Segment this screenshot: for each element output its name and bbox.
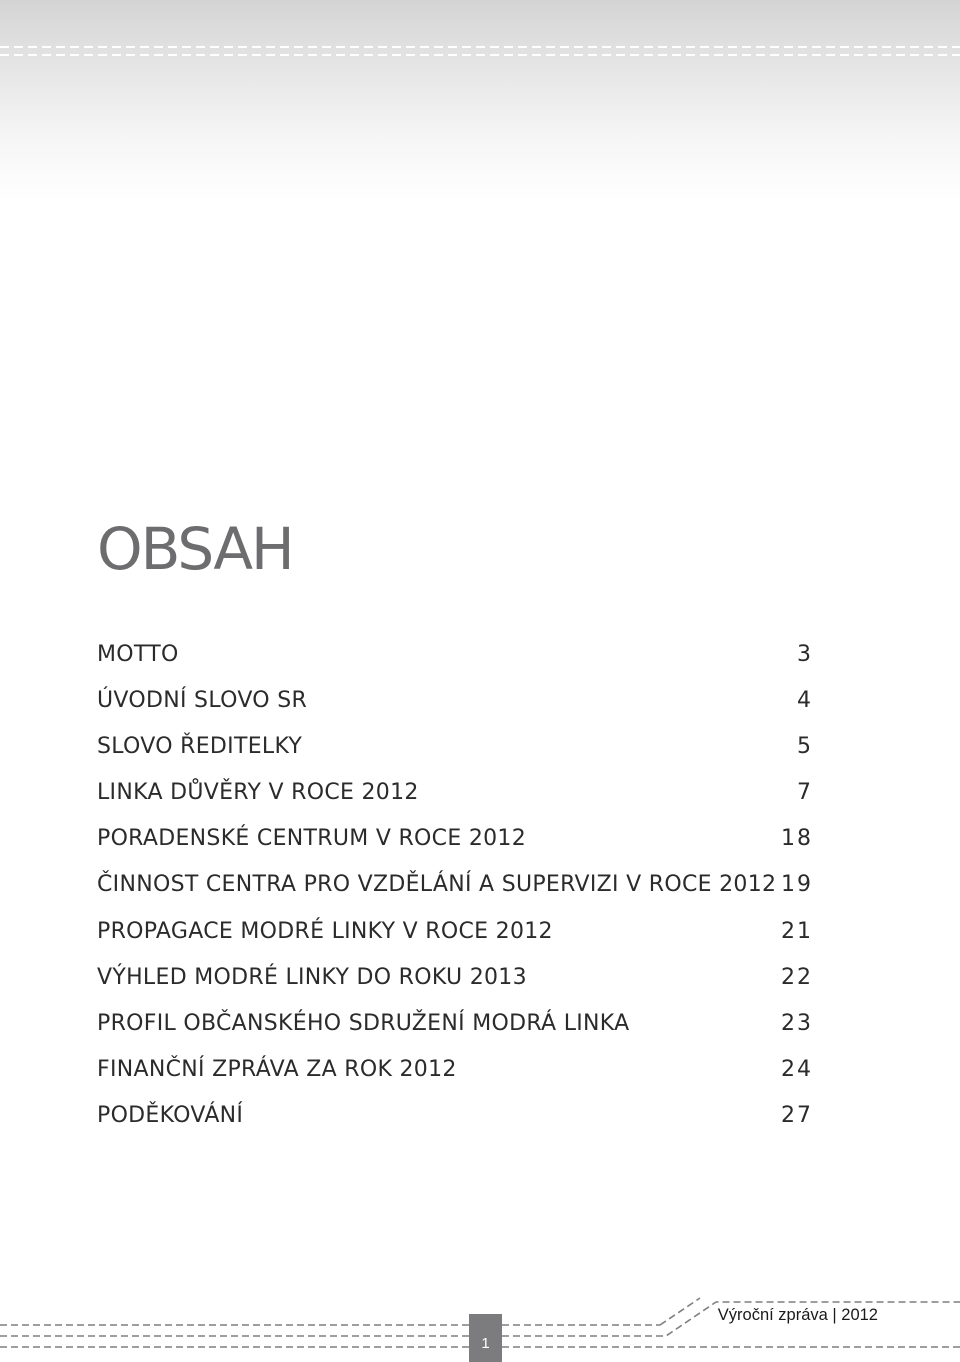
page-footer bbox=[0, 1270, 960, 1362]
header-dashed-line bbox=[0, 54, 960, 56]
toc-entry[interactable] bbox=[97, 913, 811, 959]
toc-entry[interactable] bbox=[97, 866, 811, 912]
toc-entry[interactable] bbox=[97, 728, 811, 774]
toc-entry[interactable] bbox=[97, 1051, 811, 1097]
toc-entry[interactable] bbox=[97, 1005, 811, 1051]
toc-entry[interactable] bbox=[97, 1097, 811, 1143]
toc-entry-page: 7 bbox=[797, 780, 813, 806]
toc-entry-title: MOTTO bbox=[97, 642, 179, 667]
toc-entry-title: FINANČNÍ ZPRÁVA ZA ROK 2012 bbox=[97, 1056, 457, 1082]
toc-entry[interactable] bbox=[97, 820, 811, 866]
toc-entry-title: LINKA DŮVĚRY V ROCE 2012 bbox=[97, 780, 419, 806]
toc-entry-page: 22 bbox=[781, 964, 813, 990]
toc-entry-page: 4 bbox=[797, 688, 813, 714]
toc-entry-title: PODĚKOVÁNÍ bbox=[97, 1102, 244, 1128]
page-title: OBSAH bbox=[97, 515, 293, 583]
toc-entry-title: ČINNOST CENTRA PRO VZDĚLÁNÍ A SUPERVIZI V ROCE 2012 bbox=[97, 872, 777, 898]
toc-entry[interactable] bbox=[97, 636, 811, 682]
toc-entry-page: 19 bbox=[781, 872, 813, 898]
toc-entry-title: SLOVO ŘEDITELKY bbox=[97, 734, 303, 760]
toc-entry[interactable] bbox=[97, 774, 811, 820]
page-number-badge bbox=[469, 1314, 502, 1362]
toc-entry-page: 18 bbox=[781, 826, 813, 852]
toc-entry-page: 3 bbox=[797, 642, 813, 667]
report-label: Výroční zpráva | 2012 bbox=[717, 1306, 878, 1324]
toc-entry[interactable] bbox=[97, 959, 811, 1005]
toc-entry-page: 5 bbox=[797, 734, 813, 760]
toc-entry[interactable] bbox=[97, 682, 811, 728]
toc-entry-page: 27 bbox=[781, 1102, 813, 1128]
page-number: 1 bbox=[481, 1335, 490, 1352]
toc-entry-title: PORADENSKÉ CENTRUM V ROCE 2012 bbox=[97, 826, 527, 852]
toc-entry-title: PROPAGACE MODRÉ LINKY V ROCE 2012 bbox=[97, 918, 553, 944]
table-of-contents bbox=[97, 636, 811, 1143]
toc-entry-page: 23 bbox=[781, 1010, 813, 1036]
toc-entry-page: 24 bbox=[781, 1056, 813, 1082]
header-dashed-line bbox=[0, 46, 960, 48]
toc-entry-title: PROFIL OBČANSKÉHO SDRUŽENÍ MODRÁ LINKA bbox=[97, 1010, 630, 1036]
toc-entry-page: 21 bbox=[781, 918, 813, 944]
toc-entry-title: VÝHLED MODRÉ LINKY DO ROKU 2013 bbox=[97, 964, 527, 990]
toc-entry-title: ÚVODNÍ SLOVO SR bbox=[97, 688, 308, 714]
header-gradient-band bbox=[0, 0, 960, 200]
